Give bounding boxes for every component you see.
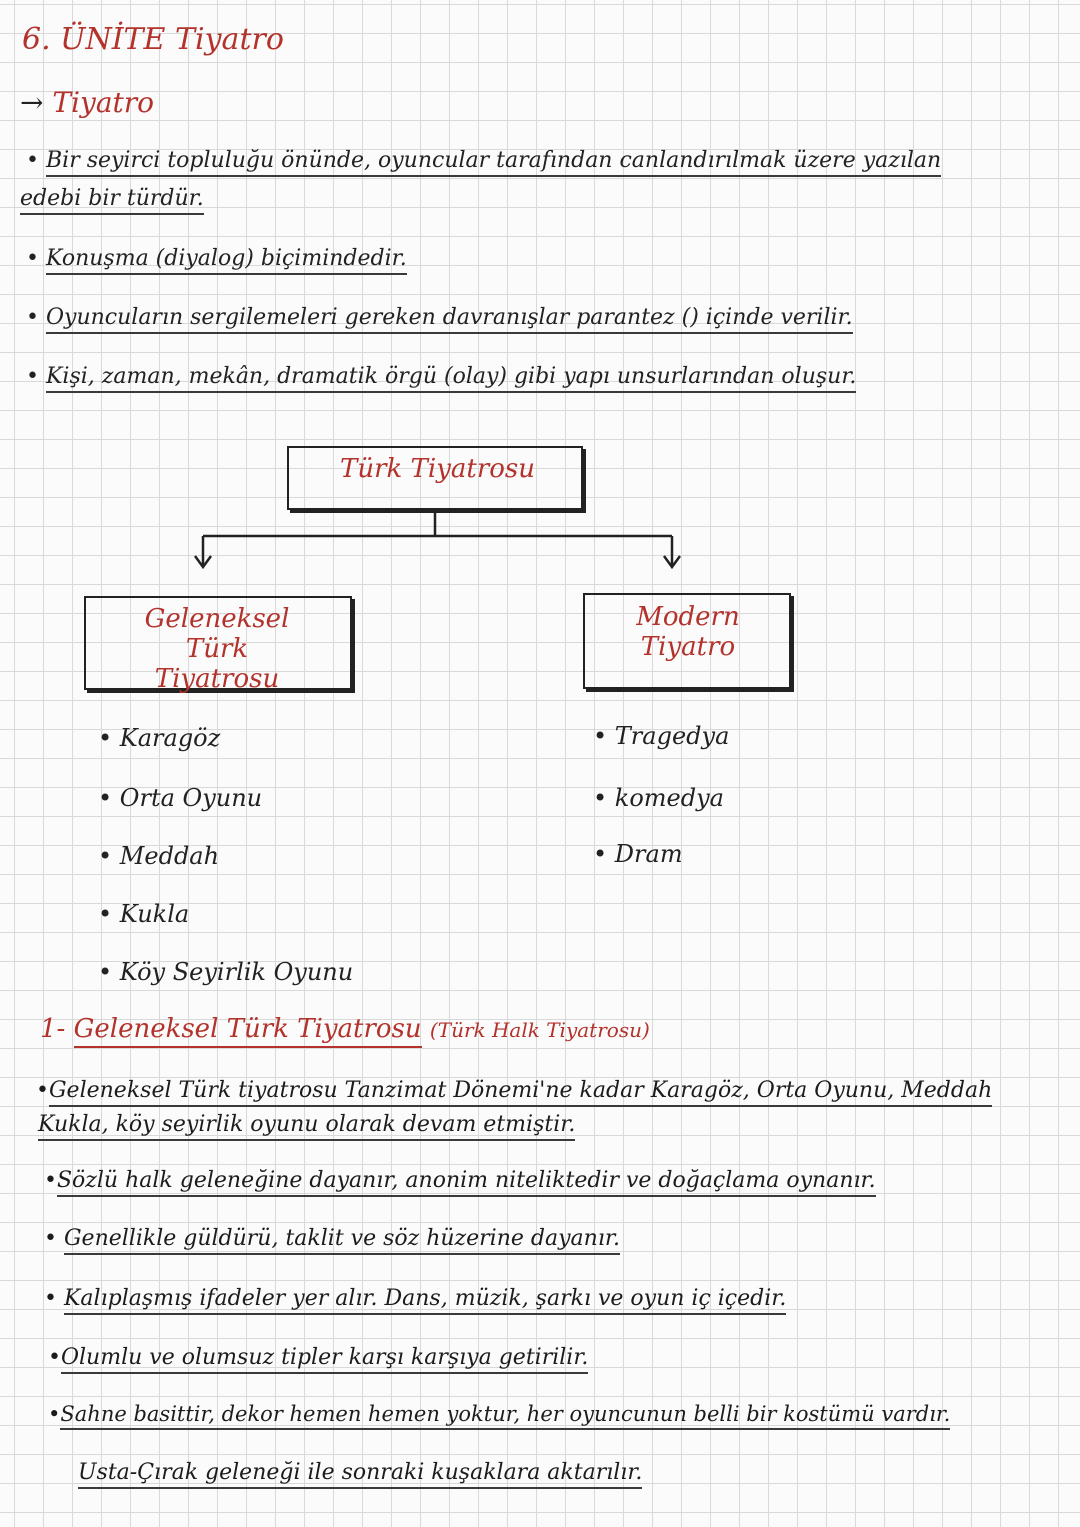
intro-point-2: • Konuşma (diyalog) biçimindedir.	[26, 246, 407, 271]
section1-point-cont: Kukla, köy seyirlik oyunu olarak devam etmiştir.	[38, 1112, 575, 1137]
bullet-icon: •	[48, 1345, 61, 1370]
bullet-icon: •	[98, 784, 113, 812]
section1-point: •Olumlu ve olumsuz tipler karşı karşıya getirilir.	[48, 1345, 588, 1370]
arrow-right-icon: →	[20, 86, 44, 119]
intro-point-4: • Kişi, zaman, mekân, dramatik örgü (olay) gibi yapı unsurlarından oluşur.	[26, 364, 856, 389]
bullet-icon: •	[98, 900, 113, 928]
bullet-icon: •	[98, 724, 113, 752]
section1-heading: 1- Geleneksel Türk Tiyatrosu (Türk Halk Tiyatrosu)	[40, 1014, 650, 1044]
bullet-icon: •	[593, 840, 608, 868]
section1-heading-text: Geleneksel Türk Tiyatrosu	[74, 1014, 422, 1048]
diagram-left-label: Geleneksel Türk Tiyatrosu	[144, 604, 290, 694]
left-list-item: • Meddah	[98, 842, 220, 870]
bullet-icon: •	[26, 364, 39, 389]
intro-point-1-cont: edebi bir türdür.	[20, 186, 204, 211]
diagram-right-label: Modern Tiyatro	[636, 602, 740, 662]
bullet-icon: •	[36, 1078, 49, 1103]
left-list-item: • Köy Seyirlik Oyunu	[98, 958, 354, 986]
bullet-icon: •	[98, 842, 113, 870]
right-list-item: • Tragedya	[593, 722, 730, 750]
diagram-root-label: Türk Tiyatrosu	[340, 454, 535, 484]
section1-point: •Sözlü halk geleneğine dayanır, anonim niteliktedir ve doğaçlama oynanır.	[44, 1168, 876, 1193]
bullet-icon: •	[26, 305, 39, 330]
left-list-item: • Kukla	[98, 900, 190, 928]
section-heading-text: Tiyatro	[52, 86, 155, 119]
bullet-icon: •	[26, 148, 39, 173]
unit-number: 6. ÜNİTE	[22, 22, 166, 57]
bullet-icon: •	[593, 722, 608, 750]
section1-point: •Sahne basittir, dekor hemen hemen yoktur, her oyuncunun belli bir kostümü vardır.	[48, 1402, 950, 1426]
left-list-item: • Karagöz	[98, 724, 221, 752]
bullet-icon: •	[26, 246, 39, 271]
intro-point-3: • Oyuncuların sergilemeleri gereken davranışlar parantez () içinde verilir.	[26, 305, 853, 330]
bullet-icon: •	[44, 1286, 57, 1311]
section1-point: • Kalıplaşmış ifadeler yer alır. Dans, müzik, şarkı ve oyun iç içedir.	[44, 1286, 786, 1311]
section1-heading-note: (Türk Halk Tiyatrosu)	[429, 1018, 650, 1042]
right-list-item: • komedya	[593, 784, 724, 812]
left-list-item: • Orta Oyunu	[98, 784, 263, 812]
bullet-icon: •	[44, 1168, 57, 1193]
bullet-icon: •	[48, 1402, 61, 1426]
intro-point-1: • Bir seyirci topluluğu önünde, oyuncular tarafından canlandırılmak üzere yazılan	[26, 148, 941, 173]
right-list-item: • Dram	[593, 840, 683, 868]
section1-point: • Genellikle güldürü, taklit ve söz hüzerine dayanır.	[44, 1226, 620, 1251]
section1-point: •Geleneksel Türk tiyatrosu Tanzimat Dönemi'ne kadar Karagöz, Orta Oyunu, Meddah	[36, 1078, 992, 1103]
bullet-icon: •	[593, 784, 608, 812]
bullet-icon: •	[98, 958, 113, 986]
section1-point-cont: Usta-Çırak geleneği ile sonraki kuşaklara aktarılır.	[78, 1460, 642, 1485]
unit-subject: Tiyatro	[175, 22, 284, 57]
bullet-icon: •	[44, 1226, 57, 1251]
